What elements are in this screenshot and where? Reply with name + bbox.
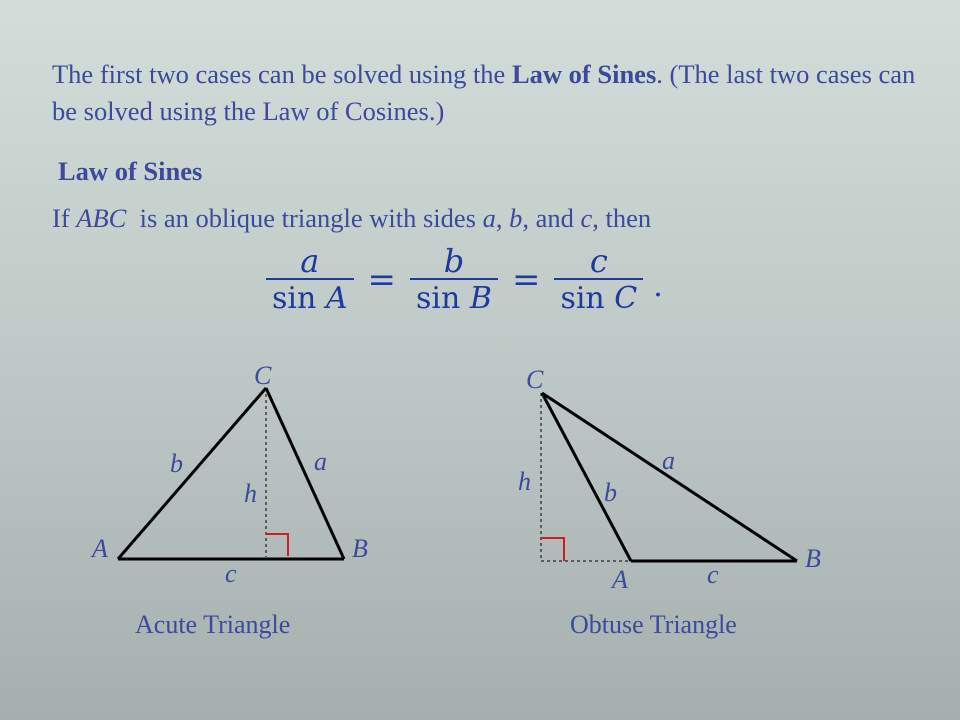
acute-caption: Acute Triangle	[135, 610, 291, 639]
obtuse-vertex-c-label: C	[526, 365, 544, 394]
intro-text-1: The first two cases can be solved using the	[52, 59, 512, 89]
stmt-then: , then	[592, 203, 652, 233]
acute-side-c-label: c	[225, 559, 237, 588]
formula-period: .	[653, 268, 663, 304]
intro-law-of-sines: Law of Sines	[511, 59, 657, 89]
acute-side-b	[118, 388, 266, 559]
obtuse-side-c-label: c	[707, 560, 719, 589]
intro-text-2: . (The last two cases can be solved using the Law of Cosines.)	[52, 59, 916, 126]
obtuse-right-angle-marker	[541, 538, 564, 561]
acute-right-angle-marker	[266, 534, 288, 556]
obtuse-side-b-label: b	[604, 478, 617, 507]
sin-label: sin	[272, 281, 326, 316]
acute-side-a-label: a	[314, 447, 327, 476]
obtuse-vertex-b-label: B	[805, 544, 821, 573]
acute-vertex-a-label: A	[92, 534, 108, 563]
angle-label: B	[469, 281, 492, 316]
stmt-b: b	[509, 203, 523, 233]
stmt-c: c	[580, 203, 593, 233]
acute-side-b-label: b	[170, 449, 183, 478]
acute-vertex-b-label: B	[352, 534, 368, 563]
stmt-if: If	[52, 203, 77, 233]
equals-sign: =	[511, 260, 541, 300]
angle-label: C	[614, 281, 638, 316]
stmt-comma: ,	[495, 203, 510, 233]
numerator-a: a	[300, 242, 320, 280]
stmt-abc: ABC	[76, 203, 127, 233]
numerator-b: b	[443, 242, 465, 280]
acute-triangle	[90, 361, 368, 639]
angle-label: A	[325, 281, 348, 316]
obtuse-height-label: h	[518, 467, 531, 496]
obtuse-side-b	[542, 393, 631, 561]
sin-label: sin	[560, 281, 615, 316]
section-heading: Law of Sines	[58, 156, 203, 186]
obtuse-side-a	[542, 393, 797, 561]
equals-sign: =	[367, 260, 397, 300]
stmt-a: a	[482, 203, 496, 233]
stmt-middle: is an oblique triangle with sides	[126, 203, 483, 233]
numerator-c: c	[589, 242, 608, 280]
stmt-and: , and	[522, 203, 581, 233]
obtuse-side-a-label: a	[662, 446, 675, 475]
acute-height-label: h	[244, 479, 257, 508]
obtuse-vertex-a-label: A	[612, 565, 628, 594]
acute-vertex-c-label: C	[254, 361, 272, 390]
obtuse-triangle	[518, 365, 821, 639]
obtuse-caption: Obtuse Triangle	[570, 610, 737, 639]
sin-label: sin	[416, 281, 470, 316]
